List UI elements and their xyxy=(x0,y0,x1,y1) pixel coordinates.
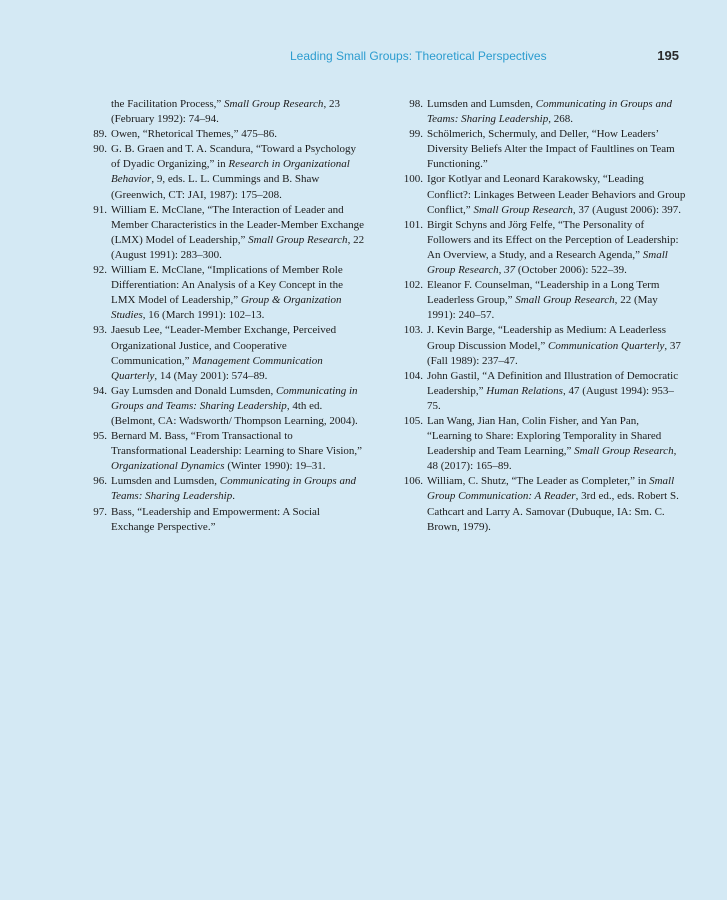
page-number: 195 xyxy=(657,48,679,63)
endnote xyxy=(80,263,366,323)
endnote-number: 90. xyxy=(93,143,107,156)
italic-title: Small Group Communication: A Reader xyxy=(427,475,675,503)
citation-text: , 37 (August 2006): 397. xyxy=(572,203,682,216)
endnote-number: 105. xyxy=(403,414,423,427)
endnote-number: 92. xyxy=(93,264,107,277)
endnote-text xyxy=(427,414,686,474)
endnote xyxy=(396,172,686,217)
citation-text: William E. McClane, “Implications of Member Role Differentiation: An Analysis of a Key Concept in the LMX Model of Leadership,” xyxy=(111,264,343,307)
citation-text: , 4th ed. (Belmont, CA: Wadsworth/ Thompson Learning, 2004). xyxy=(111,399,358,427)
notes-column-left xyxy=(80,97,366,535)
endnote xyxy=(396,218,686,278)
endnote-text xyxy=(111,97,366,127)
endnote-number: 89. xyxy=(93,128,107,141)
citation-text: J. Kevin Barge, “Leadership as Medium: A Leaderless Group Discussion Model,” xyxy=(427,324,666,352)
endnote-number: 94. xyxy=(93,384,107,397)
citation-text: , 47 (August 1994): 953–75. xyxy=(427,384,674,412)
italic-title: Communication Quarterly xyxy=(548,339,665,352)
citation-text: Bass, “Leadership and Empowerment: A Social Exchange Perspective.” xyxy=(111,505,320,533)
endnote-number: 91. xyxy=(93,203,107,216)
italic-title: Group & Organization Studies xyxy=(111,294,342,322)
citation-text: , 268. xyxy=(548,113,573,126)
endnote-number: 93. xyxy=(93,324,107,337)
citation-text: G. B. Graen and T. A. Scandura, “Toward a Psychology of Dyadic Organizing,” in xyxy=(111,143,357,171)
endnote xyxy=(80,203,366,263)
citation-text: Lan Wang, Jian Han, Colin Fisher, and Yan Pan, “Learning to Share: Exploring Temporality in Shared Leadership and Team Learning,” xyxy=(427,414,662,458)
italic-title: Small Group Research xyxy=(473,203,573,216)
endnote-number: 100. xyxy=(403,173,423,186)
endnote-number: 99. xyxy=(409,128,423,141)
italic-title: Small Group Research xyxy=(224,98,324,110)
italic-title: Research in Organizational Behavior xyxy=(111,158,350,186)
endnote-number: 96. xyxy=(93,475,107,488)
endnote-text xyxy=(427,218,686,278)
endnote-text xyxy=(427,369,686,414)
citation-text: , 23 (February 1992): 74–94. xyxy=(111,98,340,126)
citation-text: Lumsden and Lumsden, xyxy=(427,98,536,110)
endnote-text xyxy=(111,263,366,323)
endnote xyxy=(80,127,366,142)
notes-column-right xyxy=(396,97,686,535)
endnote-text xyxy=(427,278,686,323)
endnote-number: 104. xyxy=(403,369,423,382)
endnote xyxy=(396,369,686,414)
italic-title: Communicating in Groups and Teams: Sharing Leadership xyxy=(111,384,358,412)
citation-text: Eleanor F. Counselman, “Leadership in a Long Term Leaderless Group,” xyxy=(427,279,660,307)
endnote-text xyxy=(111,323,366,383)
citation-text: William, C. Shutz, “The Leader as Completer,” in xyxy=(427,475,650,488)
endnote-number: 95. xyxy=(93,430,107,443)
endnote-text xyxy=(111,203,366,263)
endnote xyxy=(396,127,686,172)
citation-text: , 16 (March 1991): 102–13. xyxy=(142,309,265,322)
endnote-number: 97. xyxy=(93,505,107,518)
citation-text: Jaesub Lee, “Leader-Member Exchange, Perceived Organizational Justice, and Cooperative Communication,” xyxy=(111,324,337,367)
endnote xyxy=(396,414,686,474)
endnote xyxy=(80,323,366,383)
endnote-text xyxy=(427,127,686,172)
citation-text: . xyxy=(232,490,235,503)
citation-text: , 3rd ed., eds. Robert S. Cathcart and Larry A. Samovar (Dubuque, IA: Sm. C. Brown, 1979). xyxy=(427,490,679,533)
endnote xyxy=(396,97,686,127)
endnote-number: 98. xyxy=(409,98,423,110)
citation-text: Lumsden and Lumsden, xyxy=(111,475,220,488)
italic-title: Communicating in Groups and Teams: Sharing Leadership xyxy=(427,98,672,126)
endnote-text xyxy=(427,323,686,368)
citation-text: , 9, eds. L. L. Cummings and B. Shaw (Greenwich, CT: JAI, 1987): 175–208. xyxy=(111,173,320,201)
citation-text: John Gastil, “A Definition and Illustration of Democratic Leadership,” xyxy=(427,369,679,397)
citation-text: , 37 (Fall 1989): 237–47. xyxy=(427,339,681,367)
endnote xyxy=(396,474,686,534)
citation-text: , 14 (May 2001): 574–89. xyxy=(154,369,268,382)
running-head: Leading Small Groups: Theoretical Perspectives xyxy=(290,49,547,63)
endnote-text xyxy=(427,172,686,217)
endnote xyxy=(396,278,686,323)
endnote xyxy=(80,474,366,504)
citation-text: 22 (May 1991): 240–57. xyxy=(427,294,658,322)
citation-text: Gay Lumsden and Donald Lumsden, xyxy=(111,384,276,397)
citation-text: (October 2006): 522–39. xyxy=(515,264,627,277)
endnote xyxy=(396,323,686,368)
endnote-text xyxy=(111,505,366,535)
citation-text: Schölmerich, Schermuly, and Deller, “How Leaders’ Diversity Beliefs Alter the Impact of Faultlines on Team Functioning.” xyxy=(427,128,675,171)
citation-text: 48 (2017): 165–89. xyxy=(427,460,512,473)
citation-text: Bernard M. Bass, “From Transactional to Transformational Leadership: Learning to Share Vision,” xyxy=(111,430,363,458)
endnote-text xyxy=(111,142,366,202)
endnote xyxy=(80,97,366,127)
endnote xyxy=(80,429,366,474)
italic-title: Small Group Research xyxy=(248,233,348,246)
endnote xyxy=(80,384,366,429)
citation-text: Birgit Schyns and Jörg Felfe, “The Personality of Followers and its Effect on the Perception of Leadership: An Overview, a Study, and a Research Agenda,” xyxy=(427,218,679,261)
endnote-number: 101. xyxy=(403,218,423,231)
citation-text: Igor Kotlyar and Leonard Karakowsky, “Leading Conflict?: Linkages Between Leader Behaviors and Group Conflict,” xyxy=(427,173,686,216)
citation-text: , 22 (August 1991): 283–300. xyxy=(111,233,365,261)
endnote xyxy=(80,142,366,202)
endnote-text xyxy=(111,384,366,429)
citation-text: the Facilitation Process,” xyxy=(111,98,225,110)
citation-text: (Winter 1990): 19–31. xyxy=(224,460,326,473)
endnote-number: 106. xyxy=(403,475,423,488)
citation-text: Owen, “Rhetorical Themes,” 475–86. xyxy=(111,128,277,141)
italic-title: Small Group Research, 37 xyxy=(427,248,668,277)
italic-title: Human Relations xyxy=(486,384,563,397)
italic-title: Management Communication Quarterly xyxy=(111,354,323,382)
endnote-number: 102. xyxy=(403,279,423,292)
italic-title: Communicating in Groups and Teams: Sharing Leadership xyxy=(111,475,356,503)
italic-title: Small Group Research, xyxy=(515,294,618,307)
citation-text: William E. McClane, “The Interaction of Leader and Member Characteristics in the Leader-Member Exchange (LMX) Model of Leadership,” xyxy=(111,203,364,246)
endnote-number: 103. xyxy=(403,324,423,337)
italic-title: Small Group Research, xyxy=(574,445,677,458)
endnote xyxy=(80,505,366,535)
endnote-text xyxy=(111,474,366,504)
endnote-text xyxy=(111,429,366,474)
endnote-text xyxy=(111,127,366,142)
endnote-text xyxy=(427,97,686,127)
endnote-text xyxy=(427,474,686,534)
italic-title: Organizational Dynamics xyxy=(111,460,225,473)
